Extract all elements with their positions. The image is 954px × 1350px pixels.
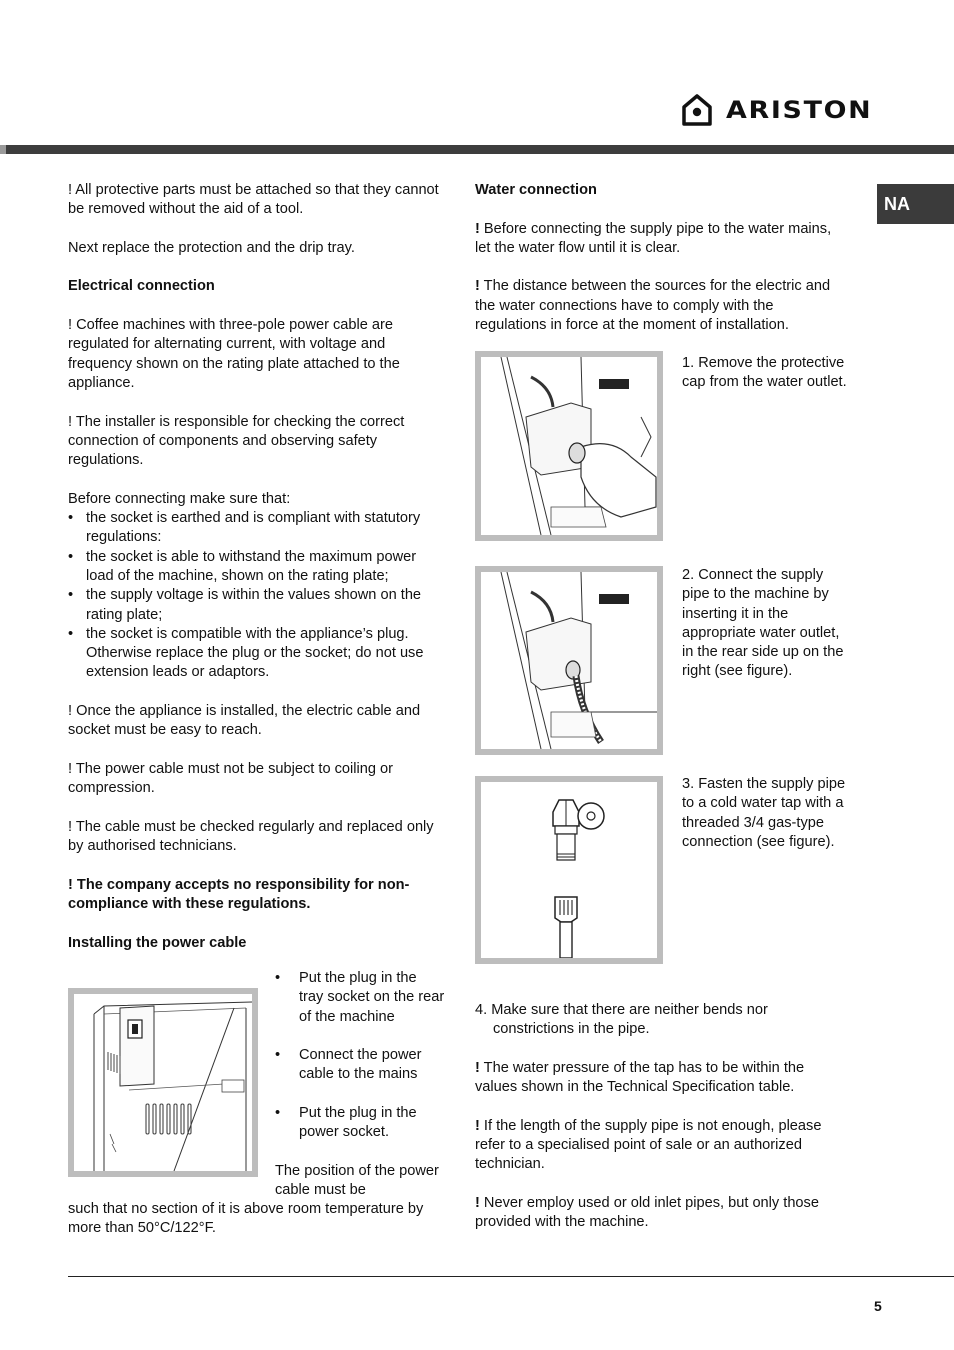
paragraph: ! Never employ used or old inlet pipes, but only those provided with the machine.: [475, 1194, 819, 1231]
paragraph: Before connecting make sure that:: [68, 490, 291, 507]
figure-remove-cap: [475, 351, 663, 541]
list-item: • the socket is earthed and is compliant with statutory regulations:: [68, 509, 446, 548]
paragraph: such that no section of it is above room temperature by more than 50°C/122°F.: [68, 1201, 424, 1237]
paragraph: ! Once the appliance is installed, the electric cable and socket must be easy to reach.: [68, 703, 421, 739]
paragraph: ! The cable must be checked regularly and replaced only by authorised technicians.: [68, 818, 434, 855]
paragraph-continued: [68, 1200, 448, 1239]
list-item: • the supply voltage is within the values shown on the rating plate;: [68, 586, 446, 625]
list-item: • the socket is able to withstand the maximum power load of the machine, shown on the rating plate;: [68, 548, 446, 587]
heading-installing-power-cable: Installing the power cable: [68, 934, 247, 951]
paragraph: The position of the power cable must be: [275, 1162, 439, 1199]
paragraph: ! All protective parts must be attached so that they cannot be removed without the aid of a tool.: [68, 182, 439, 218]
machine-rear-socket-illustration: [74, 994, 252, 1171]
paragraph: ! The power cable must not be subject to coiling or compression.: [68, 760, 394, 797]
ariston-logo: [682, 94, 872, 126]
paragraph: ! Coffee machines with three-pole power cable are regulated for alternating current, with voltage and frequency shown on the rating plate attached to the appliance.: [68, 317, 400, 391]
heading-electrical-connection: Electrical connection: [68, 278, 215, 295]
connect-pipe-illustration: [481, 572, 657, 749]
list-item: • Put the plug in the power socket.: [275, 1105, 417, 1141]
footer-rule: [68, 1276, 954, 1277]
heading-water-connection: Water connection: [475, 182, 597, 198]
right-column-top: [475, 181, 847, 335]
paragraph: Next replace the protection and the drip tray.: [68, 239, 355, 256]
brand-name: ARISTON: [726, 96, 873, 124]
figure-tap-connection: [475, 776, 663, 964]
figure-connect-pipe: [475, 566, 663, 755]
step-3: 3. Fasten the supply pipe to a cold water tap with a threaded 3/4 gas-type connection (see figure).: [682, 776, 846, 850]
paragraph: ! Before connecting the supply pipe to the water mains, let the water flow until it is clear.: [475, 220, 832, 256]
paragraph: ! The distance between the sources for the electric and the water connections have to comply with the regulations in force at the moment of installation.: [475, 278, 831, 334]
list-item: • Connect the power cable to the mains: [275, 1047, 422, 1083]
paragraph: ! The water pressure of the tap has to be within the values shown in the Technical Specification table.: [475, 1059, 805, 1096]
figure-power-socket: [68, 988, 258, 1177]
header-bar: [0, 145, 954, 154]
list-item: • Put the plug in the tray socket on the rear of the machine: [275, 970, 445, 1025]
left-column: [68, 181, 446, 953]
right-column-bottom: [475, 1001, 847, 1233]
house-icon: [682, 94, 712, 126]
header-bar-cap: [0, 145, 6, 154]
install-steps: [275, 969, 445, 1201]
step-1: 1. Remove the protective cap from the water outlet.: [682, 355, 847, 391]
water-tap-illustration: [481, 782, 657, 958]
step-2: 2. Connect the supply pipe to the machine by inserting it in the appropriate water outlet, in the rear side up on the right (see figure).: [682, 567, 844, 680]
paragraph: ! If the length of the supply pipe is not enough, please refer to a specialised point of sale or an authorized technician.: [475, 1117, 822, 1173]
step-4: 4. Make sure that there are neither bends nor constrictions in the pipe.: [475, 1002, 768, 1038]
list-item: • the socket is compatible with the appliance’s plug. Otherwise replace the plug or the socket; do not use extension leads or adaptors.: [68, 625, 446, 683]
page-number: 5: [874, 1298, 882, 1314]
language-tab: NA: [877, 184, 954, 224]
checklist: [68, 509, 446, 683]
disclaimer: ! The company accepts no responsibility for non-compliance with these regulations.: [68, 876, 410, 912]
paragraph: ! The installer is responsible for checking the correct connection of components and observing safety regulations.: [68, 413, 405, 469]
remove-cap-illustration: [481, 357, 657, 535]
